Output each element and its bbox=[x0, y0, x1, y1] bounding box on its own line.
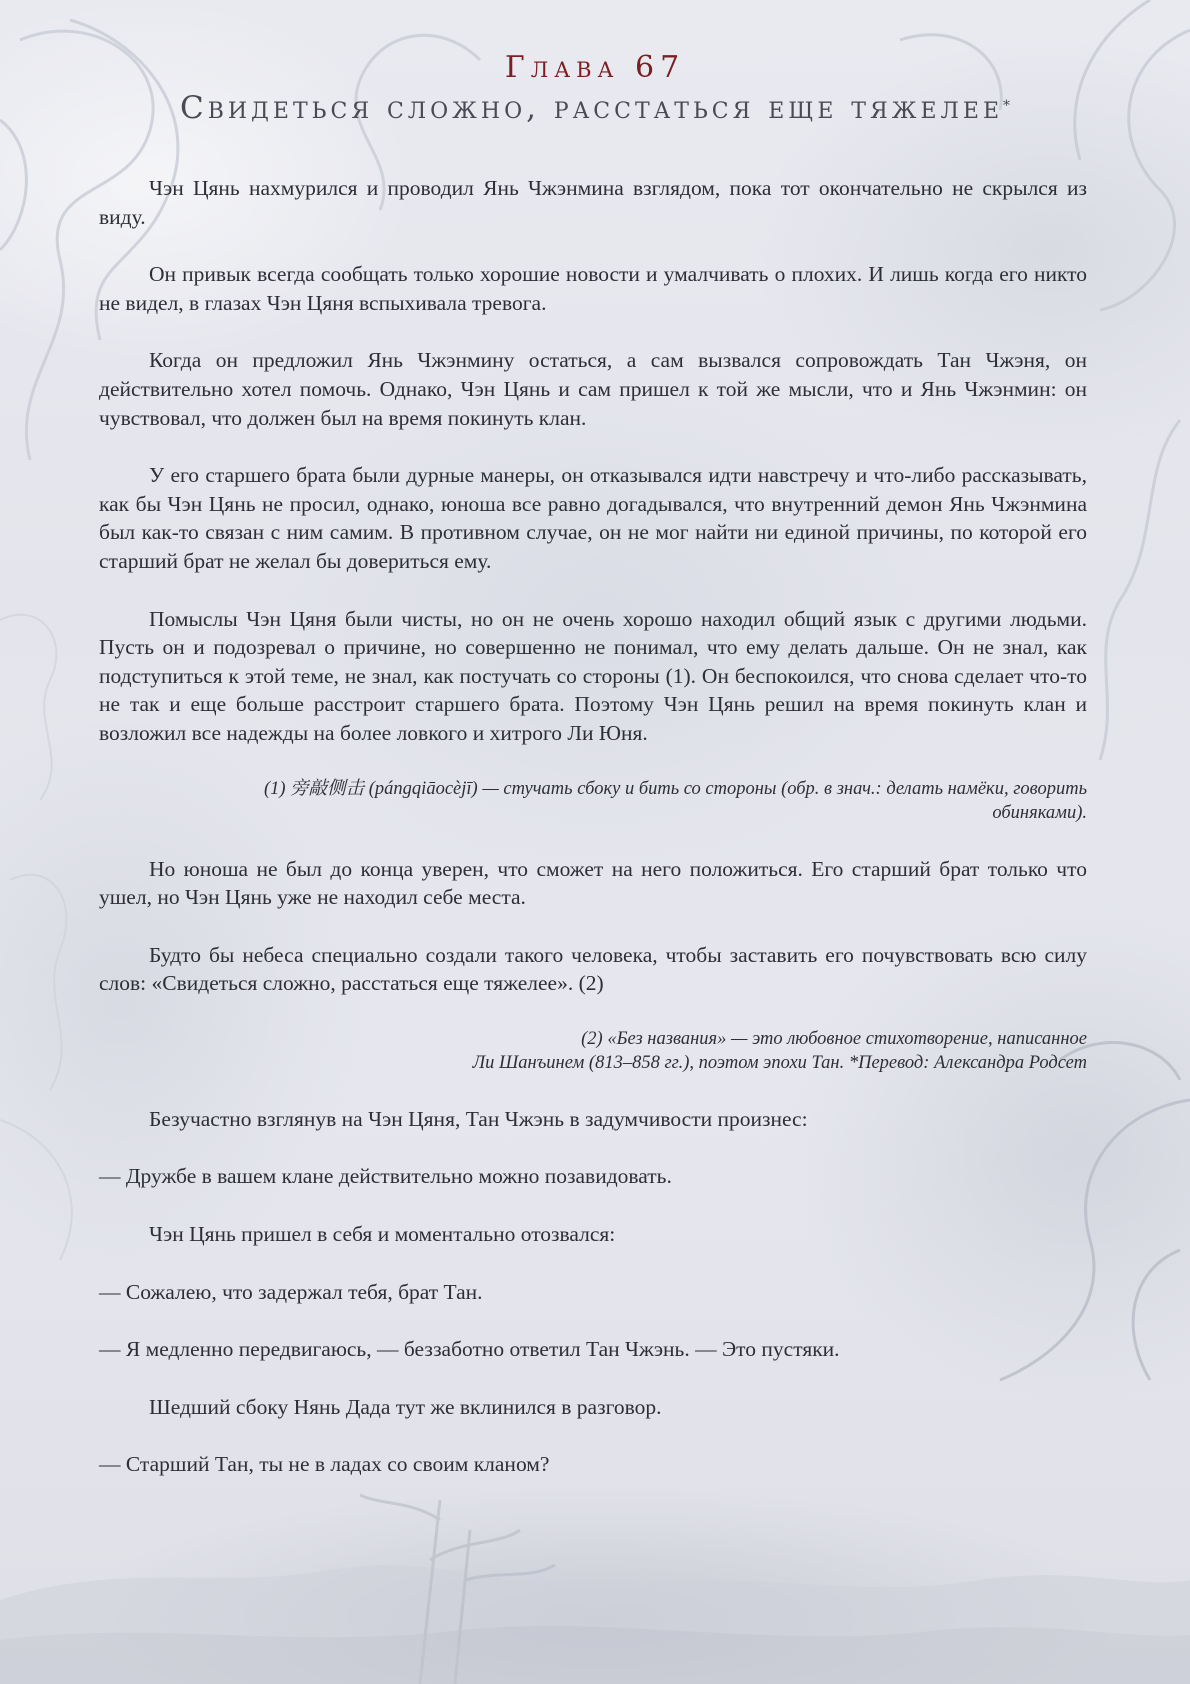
footnote-line: (2) «Без названия» — это любовное стихотворение, написанное bbox=[581, 1028, 1087, 1049]
paragraph: Помыслы Чэн Цяня были чисты, но он не очень хорошо находил общий язык с другими людьми. Пусть он и подозревал о причине, но совершенно не понимал, что ему делать дальше. Он не знал, как подступиться к этой теме, не знал, как постучать со стороны (1). Он беспокоился, что снова сделает что-то не так и еще больше расстроит старшего брата. Поэтому Чэн Цянь решил на время покинуть клан и возложил все надежды на более ловкого и хитрого Ли Юня. bbox=[99, 606, 1087, 745]
chapter-title-text: Свидеться сложно, расстаться еще тяжелее bbox=[179, 90, 1004, 126]
paragraph: Будто бы небеса специально создали такого человека, чтобы заставить его почувствовать всю силу слов: «Свидеться сложно, расстаться еще тяжелее». (2) bbox=[99, 942, 1087, 996]
paragraph: Он привык всегда сообщать только хорошие новости и умалчивать о плохих. И лишь когда его никто не видел, в глазах Чэн Цяня вспыхивала тревога. bbox=[99, 262, 1087, 315]
footnote-2 bbox=[99, 1027, 1087, 1075]
paragraph: Чэн Цянь нахмурился и проводил Янь Чжэнмина взглядом, пока тот окончательно не скрылся из виду. bbox=[99, 176, 1087, 229]
dialog-line: — Я медленно передвигаюсь, — беззаботно ответил Тан Чжэнь. — Это пустяки. bbox=[99, 1337, 840, 1362]
footnote-1 bbox=[99, 777, 1087, 825]
dragon-scales-left-icon bbox=[0, 615, 72, 1260]
dialog-line: — Дружбе в вашем клане действительно можно позавидовать. bbox=[99, 1164, 672, 1189]
title-footnote-mark: * bbox=[1003, 98, 1011, 114]
dialog-line: — Старший Тан, ты не в ладах со своим кланом? bbox=[99, 1452, 550, 1477]
paragraph: Чэн Цянь пришел в себя и моментально отозвался: bbox=[149, 1222, 616, 1247]
paragraph: У его старшего брата были дурные манеры, он отказывался идти навстречу и что-либо рассказывать, как бы Чэн Цянь не просил, однако, юноша все равно догадывался, что внутренний демон Янь Чжэнмина был как-то связан с ним самим. В противном случае, он не мог найти ни единой причины, по которой его старший брат не желал бы довериться ему. bbox=[99, 463, 1087, 573]
chapter-body bbox=[99, 174, 1087, 1508]
chapter-number: Глава 67 bbox=[504, 50, 686, 85]
paragraph: Безучастно взглянув на Чэн Цяня, Тан Чжэнь в задумчивости произнес: bbox=[149, 1106, 808, 1131]
footnote-line: (1) 旁敲侧击 (pángqiāocèjī) — стучать сбоку и бить со стороны (обр. в знач.: делать намёки, говорить bbox=[263, 778, 1087, 799]
footnote-line: Ли Шанъинем (813–858 гг.), поэтом эпохи Тан. *Перевод: Александра Родсет bbox=[472, 1052, 1087, 1073]
dialog-line: — Сожалею, что задержал тебя, брат Тан. bbox=[99, 1279, 483, 1304]
chapter-header bbox=[0, 48, 1190, 128]
paragraph: Шедший сбоку Нянь Дада тут же вклинился в разговор. bbox=[149, 1394, 662, 1419]
paragraph: Но юноша не был до конца уверен, что сможет на него положиться. Его старший брат только что ушел, но Чэн Цянь уже не находил себе места. bbox=[99, 856, 1087, 910]
landscape-bottom-icon bbox=[0, 1495, 1190, 1684]
paragraph: Когда он предложил Янь Чжэнмину остаться, а сам вызвался сопровождать Тан Чжэня, он действительно хотел помочь. Однако, Чэн Цянь и сам пришел к той же мысли, что и Янь Чжэнмин: он чувствовал, что должен был на время покинуть клан. bbox=[99, 348, 1087, 430]
footnote-line: обиняками). bbox=[992, 802, 1087, 823]
chapter-title bbox=[0, 88, 1190, 128]
